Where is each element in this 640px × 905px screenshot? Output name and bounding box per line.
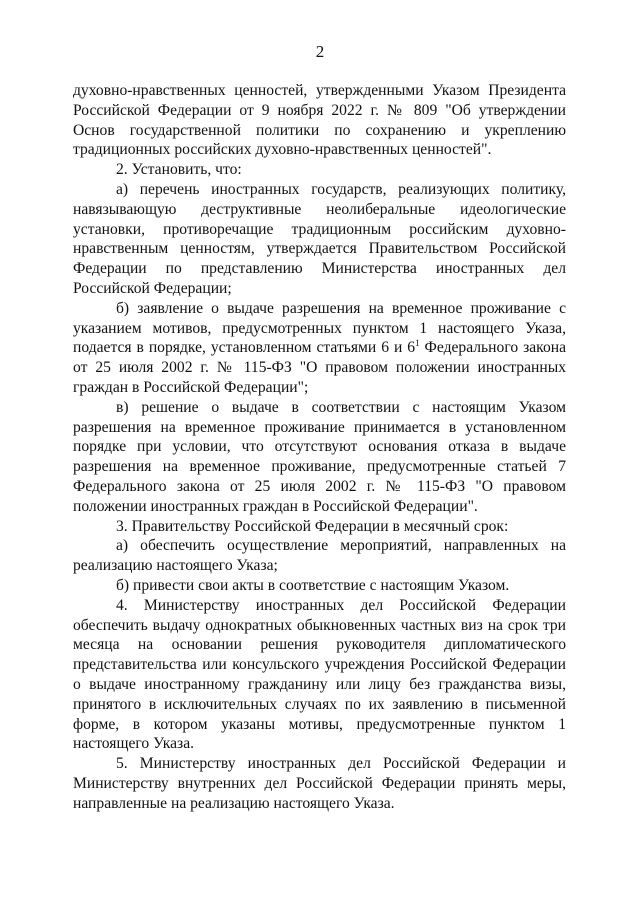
- paragraph-item-2a: а) перечень иностранных государств, реализующих политику, навязывающую деструктивные неолиберальные идеологические установки, противоречащие традиционным российским духовно-нравственным ценностям, утверждается Правительством Российской Федерации по представлению Министерства иностранных дел Российской Федерации;: [73, 180, 566, 297]
- paragraph-item-5: 5. Министерству иностранных дел Российской Федерации и Министерству внутренних дел Российской Федерации принять меры, направленные на реализацию настоящего Указа.: [73, 755, 566, 812]
- paragraph-item-3: 3. Правительству Российской Федерации в месячный срок:: [116, 517, 509, 535]
- paragraph-item-3a: а) обеспечить осуществление мероприятий, направленных на реализацию настоящего Указа;: [73, 537, 566, 575]
- paragraph-item-2: 2. Установить, что:: [116, 161, 242, 179]
- paragraph-item-2b-superscript: 1: [415, 338, 420, 349]
- paragraph-item-4: 4. Министерству иностранных дел Российской Федерации обеспечить выдачу однократных обыкновенных частных виз на срок три месяца на основании решения руководителя дипломатического представительства или консульского учреждения Российской Федерации о выдаче иностранному гражданину или лицу без гражданства визы, принятого в исключительных случаях по их заявлению в письменной форме, в котором указаны мотивы, предусмотренные пунктом 1 настоящего Указа.: [73, 596, 566, 753]
- document-body: [73, 81, 566, 813]
- paragraph-item-2v: в) решение о выдаче в соответствии с настоящим Указом разрешения на временное проживание принимается в установленном порядке при условии, что отсутствуют основания отказа в выдаче разрешения на временное проживание, предусмотренные статьей 7 Федерального закона от 25 июля 2002 г. № 115-ФЗ "О правовом положении иностранных граждан в Российской Федерации".: [73, 398, 566, 515]
- paragraph-item-2b: [73, 299, 566, 398]
- paragraph-item-2b-text-before: б) заявление о выдаче разрешения на временное проживание с указанием мотивов, предусмотренных пунктом 1 настоящего Указа, подается в порядке, установленном статьями 6 и 6: [73, 299, 566, 357]
- paragraph-continuation: духовно-нравственных ценностей, утвержденными Указом Президента Российской Федерации от 9 ноября 2022 г. № 809 "Об утверждении Основ государственной политики по сохранению и укреплению традиционных российских духовно-нравственных ценностей".: [73, 82, 566, 159]
- page-number: 2: [315, 42, 325, 61]
- paragraph-item-2b-text-after: Федерального закона от 25 июля 2002 г. № 115-ФЗ "О правовом положении иностранных граждан в Российской Федерации";: [73, 339, 567, 396]
- paragraph-item-3b: б) привести свои акты в соответствие с настоящим Указом.: [116, 576, 510, 594]
